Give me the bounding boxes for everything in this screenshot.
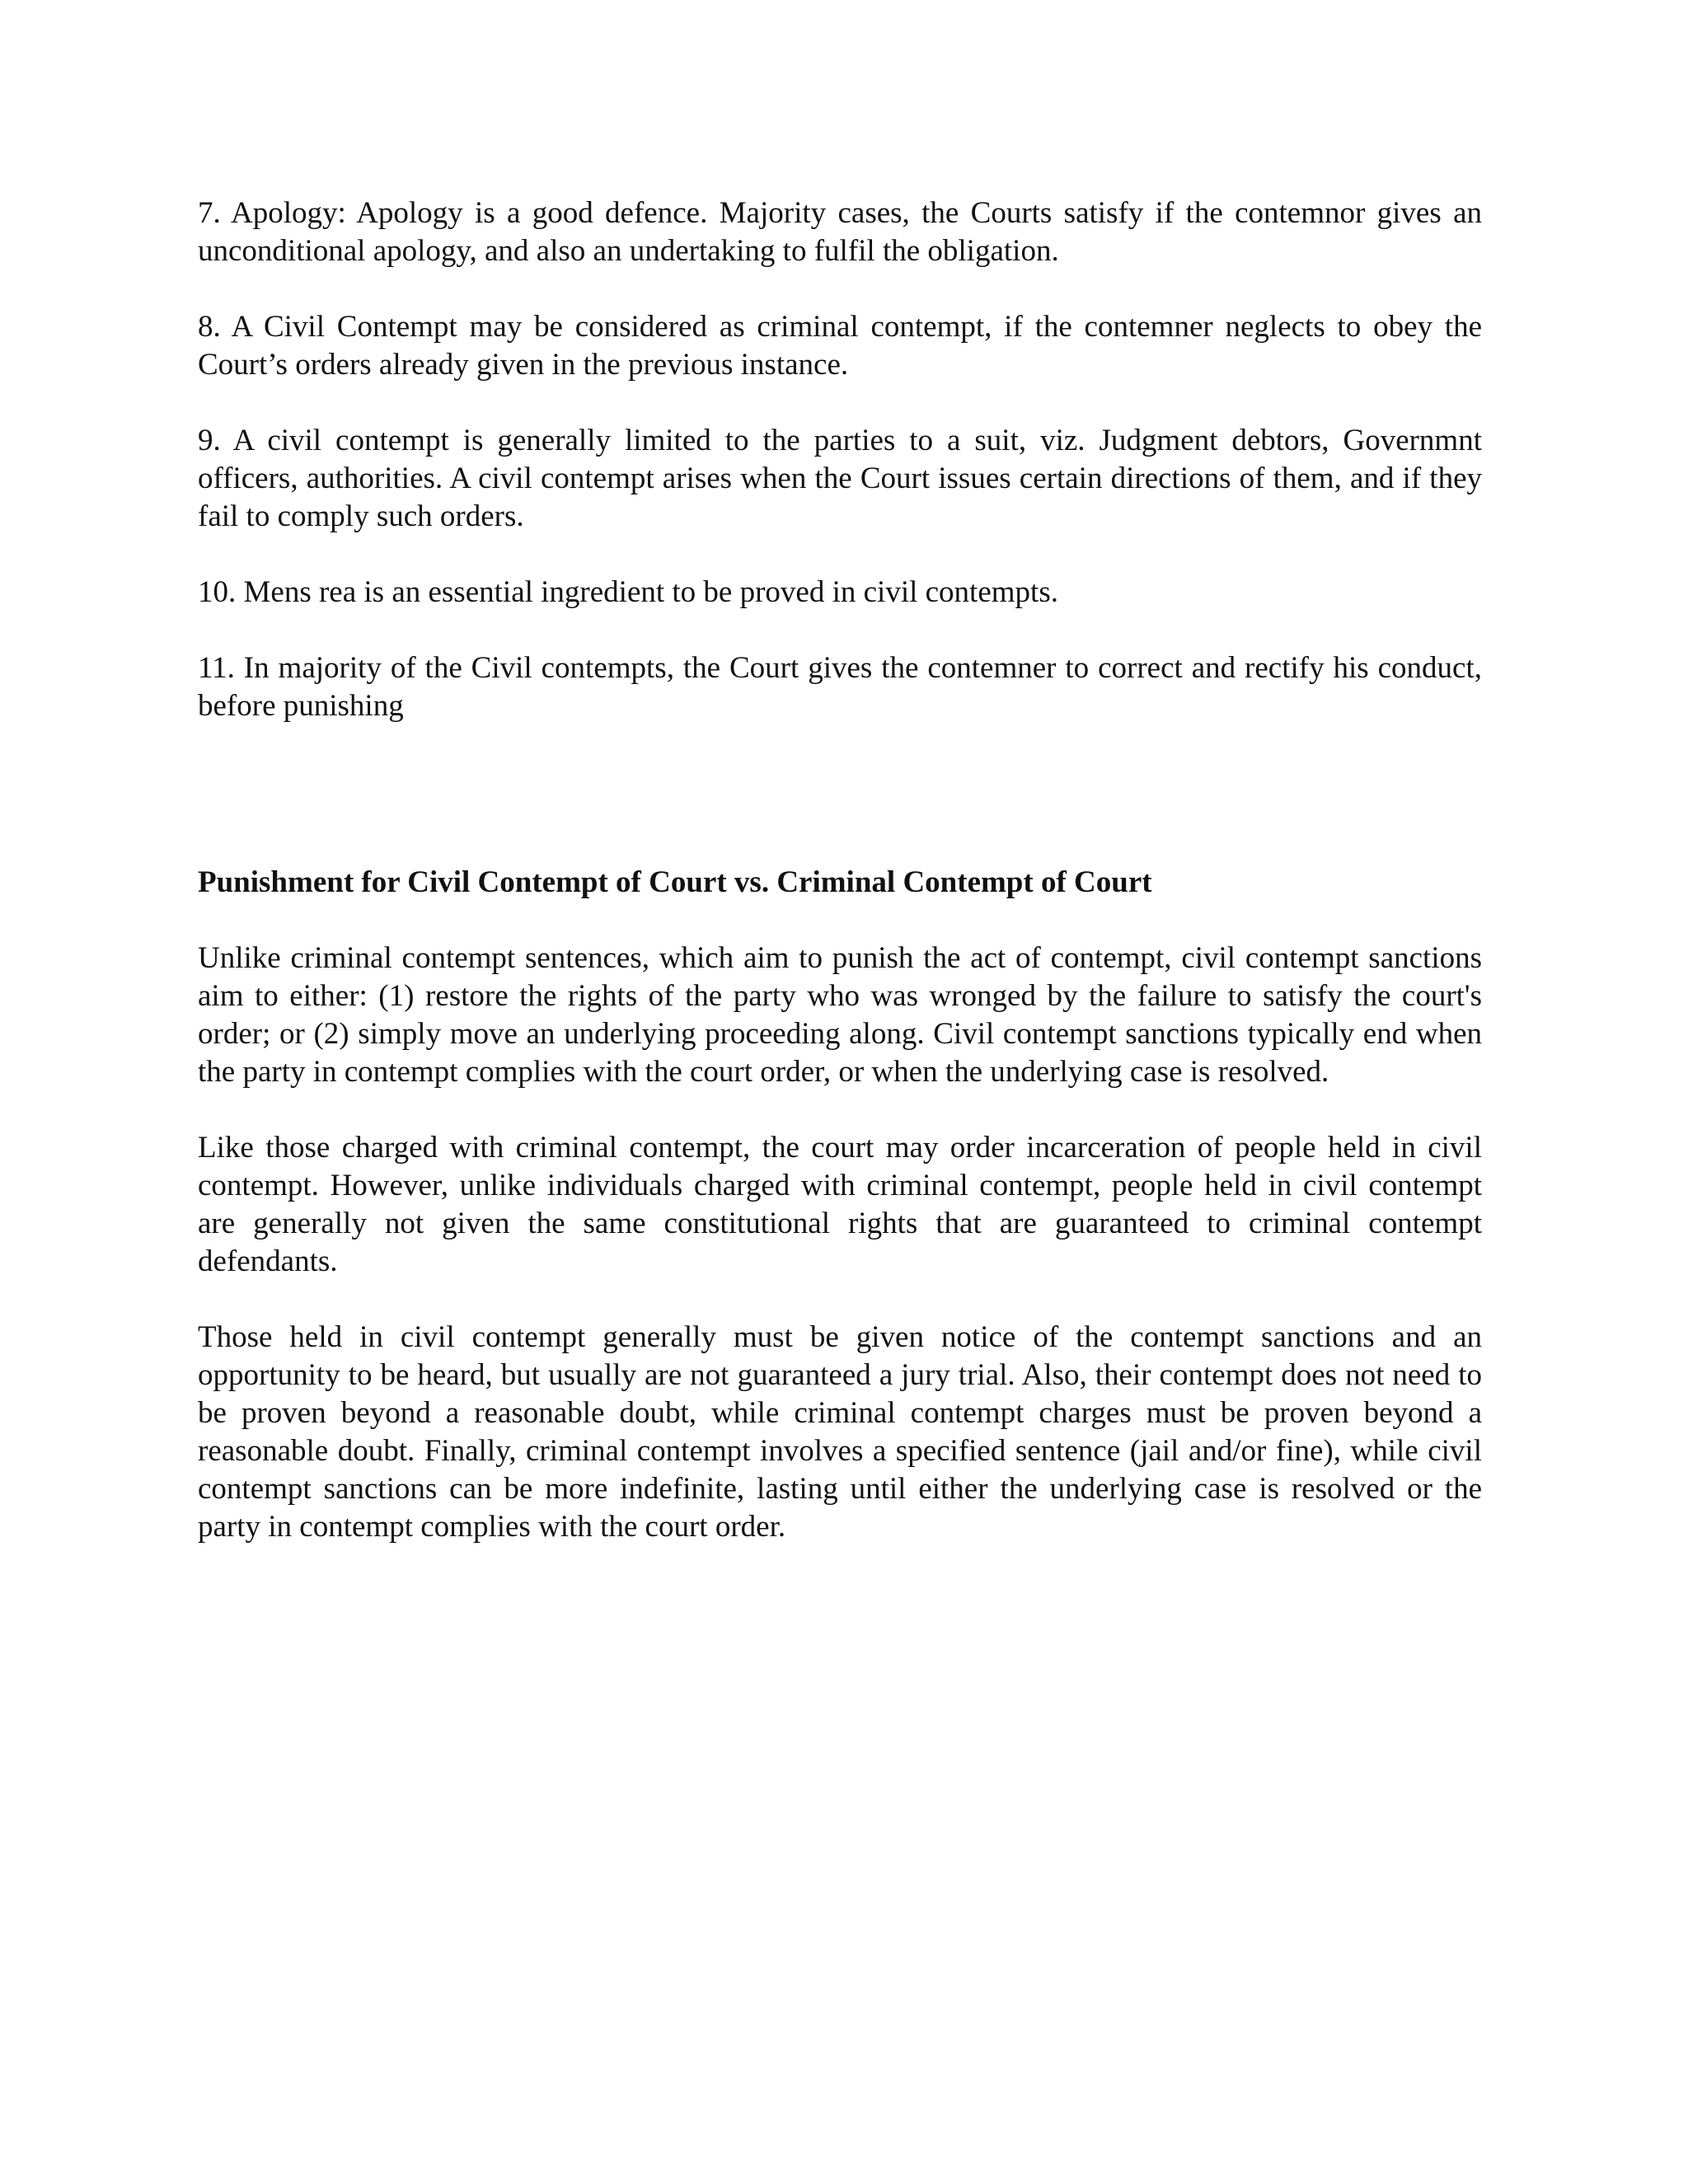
- section-heading: Punishment for Civil Contempt of Court vs. Criminal Contempt of Court: [198, 865, 1152, 899]
- list-item-8: 8. A Civil Contempt may be considered as criminal contempt, if the contemner neglects to obey the Court’s orders already given in the previous instance.: [198, 310, 1482, 382]
- spacer: [198, 1281, 1482, 1319]
- spacer: [198, 536, 1482, 574]
- spacer: [198, 612, 1482, 649]
- list-item-7: 7. Apology: Apology is a good defence. Majority cases, the Courts satisfy if the contemnor gives an unconditional apology, and also an undertaking to fulfil the obligation.: [198, 196, 1482, 268]
- list-item-9: 9. A civil contempt is generally limited to the parties to a suit, viz. Judgment debtors, Governmnt officers, authorities. A civil contempt arises when the Court issues certain directions of them, and if they fail to comply such orders.: [198, 424, 1482, 533]
- spacer: [198, 902, 1482, 940]
- paragraph-sanctions: Unlike criminal contempt sentences, which aim to punish the act of contempt, civil contempt sanctions aim to either: (1) restore the rights of the party who was wronged by the failure to satisfy the court's order; or (2) simply move an underlying proceeding along. Civil contempt sanctions typically end when the party in contempt complies with the court order, or when the underlying case is resolved.: [198, 941, 1482, 1089]
- spacer: [198, 270, 1482, 308]
- spacer: [198, 384, 1482, 422]
- paragraph-incarceration: Like those charged with criminal contempt, the court may order incarceration of people held in civil contempt. However, unlike individuals charged with criminal contempt, people held in civil contempt are generally not given the same constitutional rights that are guaranteed to criminal contempt defendants.: [198, 1131, 1482, 1278]
- document-body: [198, 194, 1482, 1546]
- spacer: [198, 725, 1482, 864]
- paragraph-notice: Those held in civil contempt generally must be given notice of the contempt sanctions and an opportunity to be heard, but usually are not guaranteed a jury trial. Also, their contempt does not need to be proven beyond a reasonable doubt, while criminal contempt charges must be proven beyond a reasonable doubt. Finally, criminal contempt involves a specified sentence (jail and/or fine), while civil contempt sanctions can be more indefinite, lasting until either the underlying case is resolved or the party in contempt complies with the court order.: [198, 1320, 1482, 1544]
- spacer: [198, 1091, 1482, 1129]
- list-item-10: 10. Mens rea is an essential ingredient to be proved in civil contempts.: [198, 575, 1058, 609]
- list-item-11: 11. In majority of the Civil contempts, the Court gives the contemner to correct and rectify his conduct, before punishing: [198, 651, 1482, 723]
